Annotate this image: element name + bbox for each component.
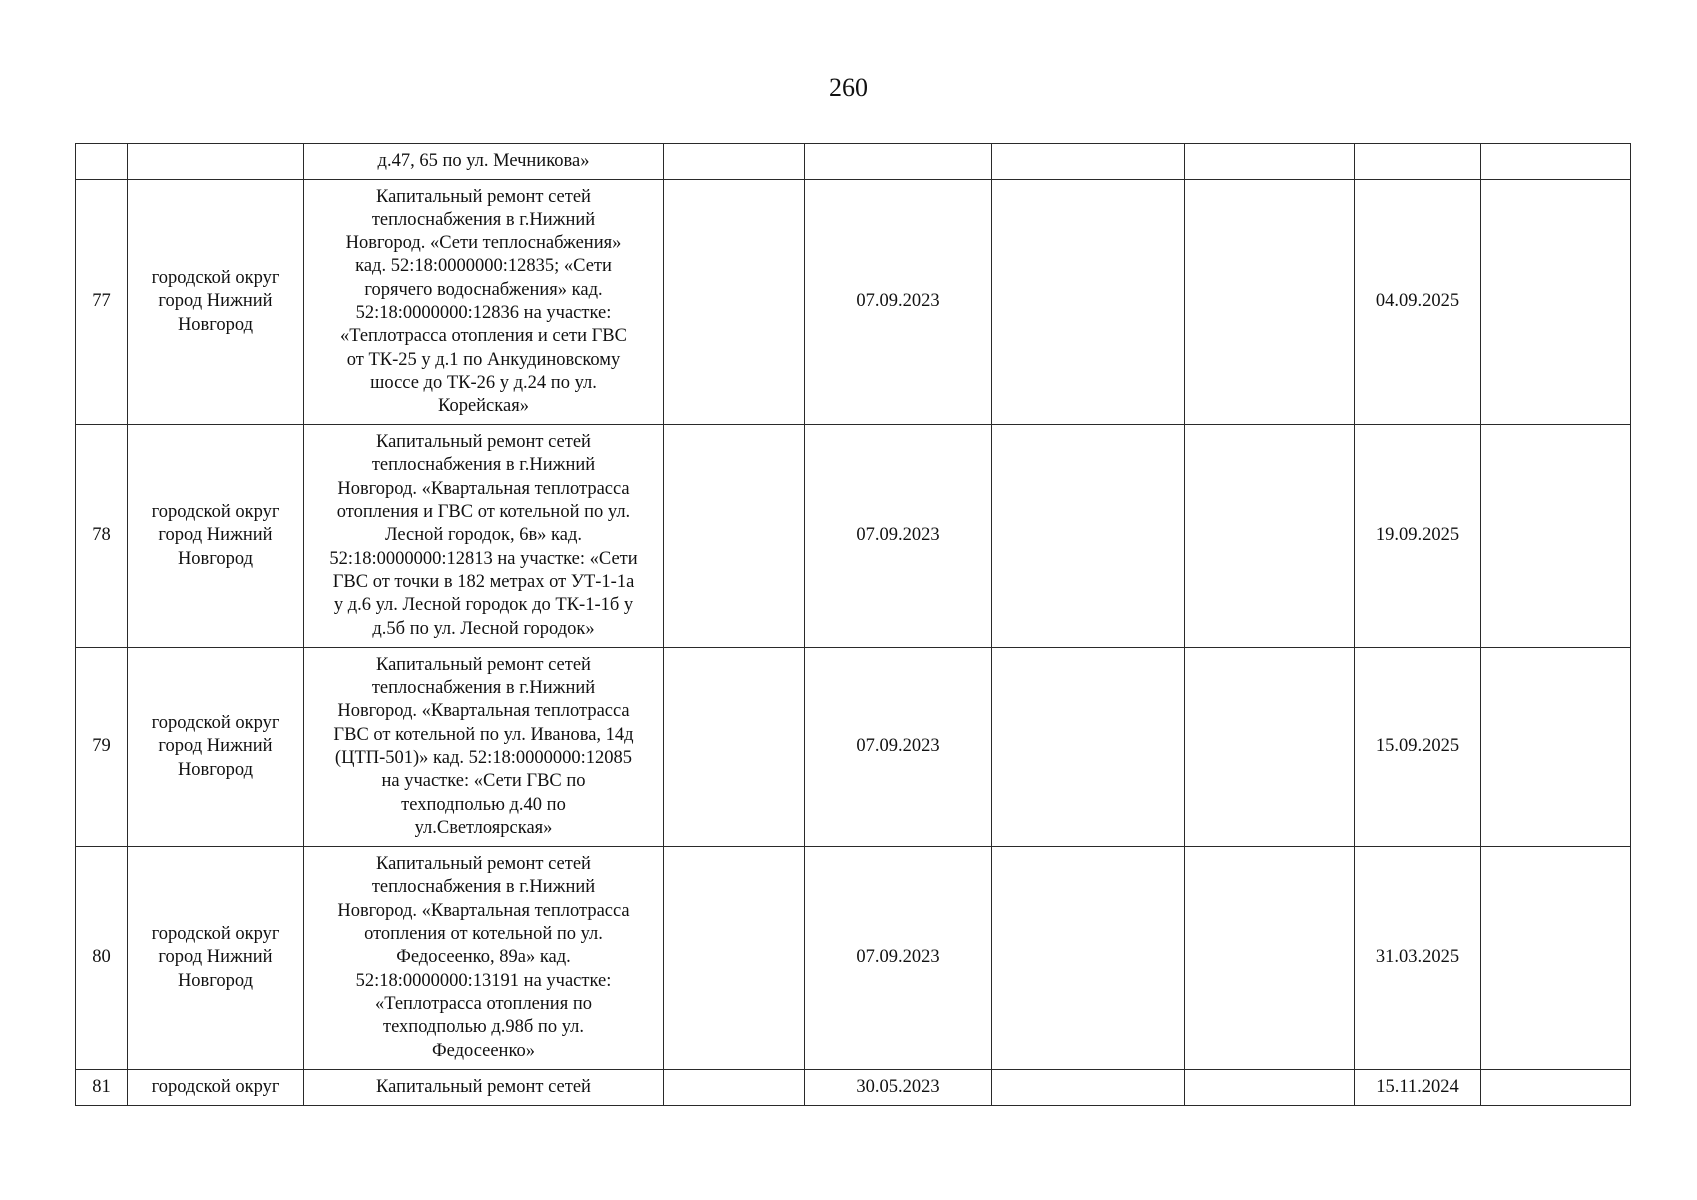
row-number-cell: 77 bbox=[76, 180, 128, 425]
end-date-cell bbox=[1355, 144, 1481, 180]
row-number-cell: 80 bbox=[76, 847, 128, 1070]
end-date-cell: 15.09.2025 bbox=[1355, 648, 1481, 847]
empty-cell bbox=[992, 847, 1185, 1070]
empty-cell bbox=[1481, 648, 1631, 847]
start-date-cell: 07.09.2023 bbox=[805, 847, 992, 1070]
territory-cell bbox=[128, 144, 304, 180]
empty-cell bbox=[1481, 144, 1631, 180]
empty-cell bbox=[1185, 648, 1355, 847]
end-date-cell: 15.11.2024 bbox=[1355, 1070, 1481, 1106]
page-number: 260 bbox=[829, 73, 868, 102]
empty-cell bbox=[1185, 144, 1355, 180]
empty-cell bbox=[664, 648, 805, 847]
empty-cell bbox=[992, 648, 1185, 847]
empty-cell bbox=[664, 425, 805, 648]
table-row bbox=[76, 648, 1631, 847]
empty-cell bbox=[1185, 1070, 1355, 1106]
empty-cell bbox=[664, 847, 805, 1070]
row-number-cell bbox=[76, 144, 128, 180]
table-row bbox=[76, 847, 1631, 1070]
description-cell: Капитальный ремонт сетей теплоснабжения в г.Нижний Новгород. «Квартальная теплотрасса ГВС от котельной по ул. Иванова, 14д (ЦТП-501)» кад. 52:18:0000000:12085 на участке: «Сети ГВС по техподполью д.40 по ул.Светлоярская» bbox=[304, 648, 664, 847]
empty-cell bbox=[1481, 180, 1631, 425]
description-cell: д.47, 65 по ул. Мечникова» bbox=[304, 144, 664, 180]
start-date-cell: 07.09.2023 bbox=[805, 648, 992, 847]
registry-table bbox=[75, 143, 1631, 1106]
territory-cell: городской округ bbox=[128, 1070, 304, 1106]
description-cell: Капитальный ремонт сетей теплоснабжения в г.Нижний Новгород. «Квартальная теплотрасса отопления от котельной по ул. Федосеенко, 89а» кад. 52:18:0000000:13191 на участке: «Теплотрасса отопления по техподполью д.98б по ул. Федосеенко» bbox=[304, 847, 664, 1070]
table-row bbox=[76, 425, 1631, 648]
empty-cell bbox=[1481, 847, 1631, 1070]
description-cell: Капитальный ремонт сетей теплоснабжения в г.Нижний Новгород. «Сети теплоснабжения» кад. 52:18:0000000:12835; «Сети горячего водоснабжения» кад. 52:18:0000000:12836 на участке: «Теплотрасса отопления и сети ГВС от ТК-25 у д.1 по Анкудиновскому шоссе до ТК-26 у д.24 по ул. Корейская» bbox=[304, 180, 664, 425]
empty-cell bbox=[992, 180, 1185, 425]
description-cell: Капитальный ремонт сетей bbox=[304, 1070, 664, 1106]
territory-cell: городской округ город Нижний Новгород bbox=[128, 847, 304, 1070]
row-number-cell: 78 bbox=[76, 425, 128, 648]
empty-cell bbox=[664, 1070, 805, 1106]
territory-cell: городской округ город Нижний Новгород bbox=[128, 180, 304, 425]
table-row bbox=[76, 180, 1631, 425]
start-date-cell: 07.09.2023 bbox=[805, 425, 992, 648]
row-number-cell: 79 bbox=[76, 648, 128, 847]
end-date-cell: 04.09.2025 bbox=[1355, 180, 1481, 425]
end-date-cell: 31.03.2025 bbox=[1355, 847, 1481, 1070]
description-cell: Капитальный ремонт сетей теплоснабжения в г.Нижний Новгород. «Квартальная теплотрасса отопления и ГВС от котельной по ул. Лесной городок, 6в» кад. 52:18:0000000:12813 на участке: «Сети ГВС от точки в 182 метрах от УТ-1-1а у д.6 ул. Лесной городок до ТК-1-1б у д.5б по ул. Лесной городок» bbox=[304, 425, 664, 648]
start-date-cell: 30.05.2023 bbox=[805, 1070, 992, 1106]
table-row bbox=[76, 144, 1631, 180]
empty-cell bbox=[992, 144, 1185, 180]
empty-cell bbox=[664, 144, 805, 180]
empty-cell bbox=[1481, 1070, 1631, 1106]
territory-cell: городской округ город Нижний Новгород bbox=[128, 648, 304, 847]
empty-cell bbox=[1185, 847, 1355, 1070]
empty-cell bbox=[1481, 425, 1631, 648]
start-date-cell bbox=[805, 144, 992, 180]
row-number-cell: 81 bbox=[76, 1070, 128, 1106]
empty-cell bbox=[1185, 425, 1355, 648]
empty-cell bbox=[664, 180, 805, 425]
empty-cell bbox=[1185, 180, 1355, 425]
territory-cell: городской округ город Нижний Новгород bbox=[128, 425, 304, 648]
empty-cell bbox=[992, 425, 1185, 648]
empty-cell bbox=[992, 1070, 1185, 1106]
start-date-cell: 07.09.2023 bbox=[805, 180, 992, 425]
table-row bbox=[76, 1070, 1631, 1106]
end-date-cell: 19.09.2025 bbox=[1355, 425, 1481, 648]
